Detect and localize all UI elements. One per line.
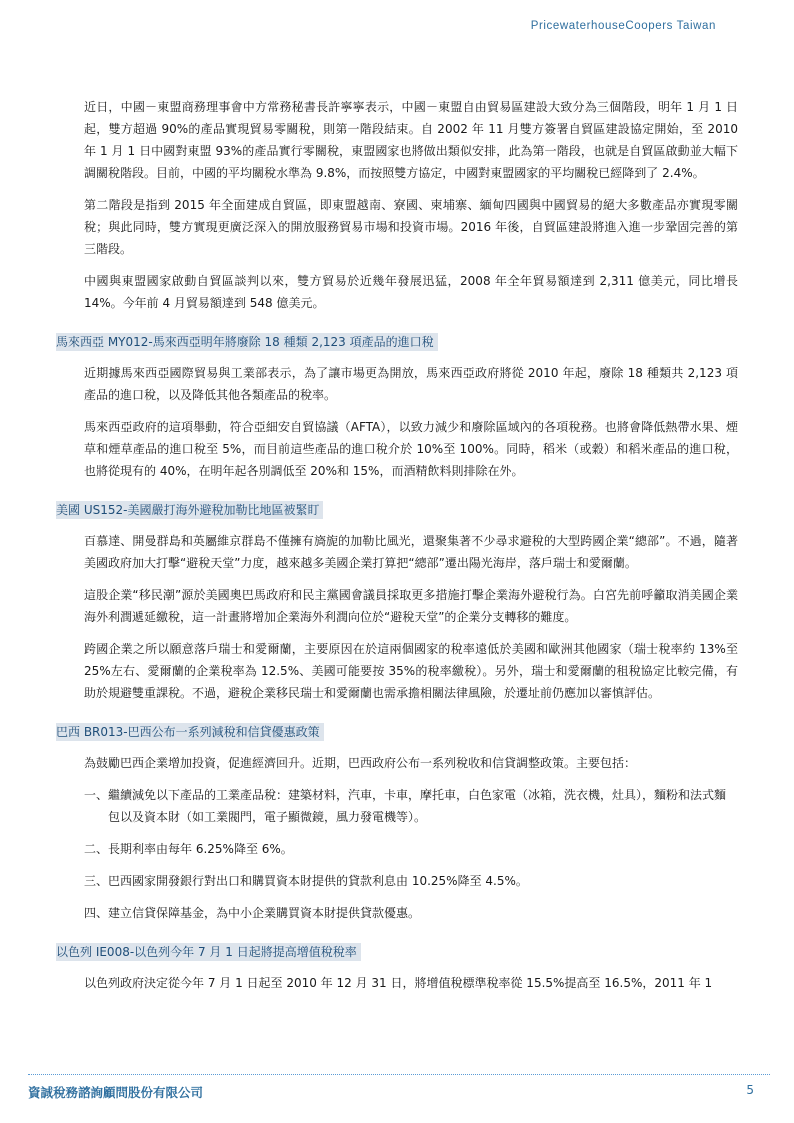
section-heading-malaysia: 馬來西亞 MY012-馬來西亞明年將廢除 18 種類 2,123 項產品的進口稅 <box>56 333 438 351</box>
list-text: 建立信貸保障基金，為中小企業購買資本財提供貸款優惠。 <box>108 906 421 920</box>
usa-paragraph-2: 這股企業“移民潮”源於美國奧巴馬政府和民主黨國會議員採取更多措施打擊企業海外避稅行為。白宮先前呼籲取消美國企業海外利潤遞延繳稅，這一計畫將增加企業海外利潤向位於“避稅天堂”的企業分支轉移的難度。 <box>84 588 738 624</box>
malaysia-paragraph-2: 馬來西亞政府的這項舉動，符合亞細安自貿協議（AFTA），以致力減少和廢除區域內的各項稅務。也將會降低熱帶水果、煙草和煙草產品的進口稅至 5%，而目前這些產品的進口稅介於 10%至 100%。同時，稻米（或穀）和稻米產品的進口稅，也將從現有的 40%，在明年起各別調低至 20%和 15%，而酒精飲料則排除在外。 <box>84 420 738 478</box>
intro-paragraph-3: 中國與東盟國家啟動自貿區談判以來，雙方貿易於近幾年發展迅猛，2008 年全年貿易額達到 2,311 億美元，同比增長 14%。今年前 4 月貿易額達到 548 億美元。 <box>84 274 738 310</box>
malaysia-paragraph-1: 近期據馬來西亞國際貿易與工業部表示，為了讓市場更為開放，馬來西亞政府將從 2010 年起，廢除 18 種類共 2,123 項產品的進口稅，以及降低其他各類產品的稅率。 <box>84 366 738 402</box>
page-number: 5 <box>746 1083 754 1097</box>
usa-paragraph-1: 百慕達、開曼群島和英屬維京群島不僅擁有旖旎的加勒比風光，還聚集著不少尋求避稅的大型跨國企業“總部”。不過，隨著美國政府加大打擊“避稅天堂”力度，越來越多美國企業打算把“總部”遷出陽光海岸，落戶瑞士和愛爾蘭。 <box>84 534 738 570</box>
list-number: 三、 <box>84 874 109 888</box>
brazil-list-item <box>56 902 738 924</box>
document-body <box>56 96 738 1004</box>
usa-paragraph-3: 跨國企業之所以願意落戶瑞士和愛爾蘭，主要原因在於這兩個國家的稅率遠低於美國和歐洲其他國家（瑞士稅率約 13%至 25%左右、愛爾蘭的企業稅率為 12.5%、美國可能要按 35%的稅率繳稅）。另外，瑞士和愛爾蘭的租稅協定比較完備，有助於規避雙重課稅。不過，避稅企業移民瑞士和愛爾蘭也需承擔相關法律風險，於遷址前仍應加以審慎評估。 <box>84 642 738 700</box>
israel-paragraph-1: 以色列政府決定從今年 7 月 1 日起至 2010 年 12 月 31 日，將增值稅標準稅率從 15.5%提高至 16.5%，2011 年 1 <box>84 976 713 990</box>
section-heading-israel: 以色列 IE008-以色列今年 7 月 1 日起將提高增值稅稅率 <box>56 943 361 961</box>
brazil-intro-paragraph: 為鼓勵巴西企業增加投資，促進經濟回升。近期，巴西政府公布一系列稅收和信貸調整政策。主要包括： <box>84 756 637 770</box>
intro-paragraph-2: 第二階段是指到 2015 年全面建成自貿區，即東盟越南、寮國、柬埔寨、緬甸四國與中國貿易的絕大多數產品亦實現零關稅；與此同時，雙方實現更廣泛深入的開放服務貿易市場和投資市場。2016 年後，自貿區建設將進入進一步鞏固完善的第三階段。 <box>84 198 738 256</box>
brazil-list-item <box>56 838 738 860</box>
brazil-list-item <box>56 784 738 828</box>
list-text: 巴西國家開發銀行對出口和購買資本財提供的貸款利息由 10.25%降至 4.5%。 <box>108 874 528 888</box>
list-text: 繼續減免以下產品的工業產品稅：建築材料，汽車，卡車，摩托車，白色家電（冰箱，洗衣機，灶具），麵粉和法式麵包以及資本財（如工業閥門，電子顯微鏡，風力發電機等）。 <box>108 788 727 824</box>
list-number: 二、 <box>84 842 109 856</box>
footer-company: 資誠稅務諮詢顧問股份有限公司 <box>28 1085 204 1100</box>
brazil-list-item <box>56 870 738 892</box>
section-heading-brazil: 巴西 BR013-巴西公布一系列減稅和信貸優惠政策 <box>56 723 324 741</box>
list-number: 一、 <box>84 788 109 802</box>
list-text: 長期利率由每年 6.25%降至 6%。 <box>108 842 293 856</box>
intro-paragraph-1: 近日，中國－東盟商務理事會中方常務秘書長許寧寧表示，中國－東盟自由貿易區建設大致分為三個階段，明年 1 月 1 日起，雙方超過 90%的產品實現貿易零關稅，則第一階段結束。自 2002 年 11 月雙方簽署自貿區建設協定開始，至 2010 年 1 月 1 日中國對東盟 93%的產品實行零關稅，東盟國家也將做出類似安排，此為第一階段，也就是自貿區啟動並大幅下調關稅階段。目前，中國的平均關稅水準為 9.8%，而按照雙方協定，中國對東盟國家的平均關稅已經降到了 2.4%。 <box>84 100 738 180</box>
section-heading-usa: 美國 US152-美國嚴打海外避稅加勒比地區被緊盯 <box>56 501 323 519</box>
footer-divider <box>28 1074 770 1075</box>
list-number: 四、 <box>84 906 109 920</box>
header-company: PricewaterhouseCoopers Taiwan <box>530 20 716 32</box>
